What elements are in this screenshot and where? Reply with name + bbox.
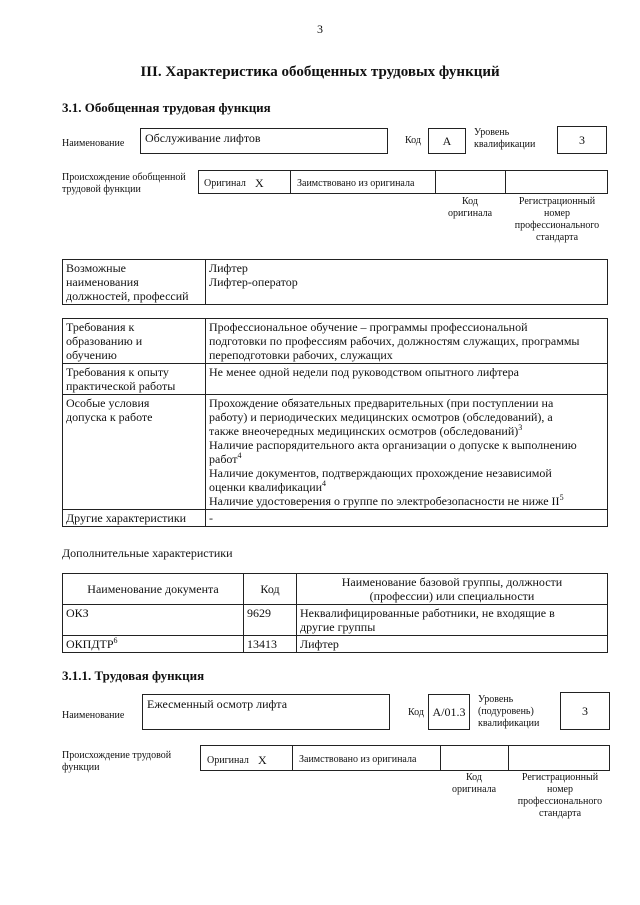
col-name-header	[297, 574, 608, 605]
edu-value-2: подготовки по профессиям рабочих, должностям служащих, программы	[209, 334, 580, 348]
cond-label-2: допуска к работе	[66, 410, 153, 424]
tf-original-mark: X	[258, 753, 267, 767]
tf-level-value: 3	[582, 704, 588, 718]
gtf-code-original	[438, 196, 502, 220]
positions-label-1: Возможные	[66, 261, 126, 275]
footnote-ref: 4	[237, 451, 242, 460]
col-name-header-1: Наименование базовой группы, должности	[341, 575, 563, 589]
exp-label-1: Требования к опыту	[66, 365, 169, 379]
tf-code-field	[428, 694, 470, 730]
gtf-reg-number	[505, 196, 609, 244]
positions-value-1: Лифтер	[209, 261, 248, 275]
cond-line-3: также внеочередных медицинских осмотров (обследований)$^3$	[209, 423, 523, 438]
gtf-reg-3: профессионального	[514, 220, 600, 231]
gtf-code-label: Код	[405, 135, 421, 146]
tf-origin-label-1: Происхождение трудовой	[62, 750, 172, 761]
tf-code-original-2: оригинала	[451, 784, 497, 795]
edu-label-3: обучению	[66, 348, 117, 362]
gtf-level-label-2: квалификации	[474, 139, 536, 150]
row-name-2: другие группы	[300, 620, 376, 634]
col-doc-header: Наименование документа	[63, 574, 244, 605]
tf-code-original-1: Код	[466, 772, 482, 783]
other-value: -	[206, 510, 608, 527]
additional-table	[62, 573, 608, 653]
row-name	[297, 605, 608, 636]
additional-heading: Дополнительные характеристики	[62, 546, 233, 560]
footnote-ref: 6	[113, 636, 118, 645]
gtf-level-label-1: Уровень	[474, 127, 510, 138]
gtf-level-field	[557, 126, 607, 154]
tf-name-field	[142, 694, 390, 730]
section-title: III. Характеристика обобщенных трудовых функций	[140, 64, 500, 80]
cond-line-2: работу) и периодических медицинских осмотров (обследований), а	[209, 410, 553, 424]
tf-level-label	[478, 694, 539, 730]
footnote-ref: 5	[559, 493, 564, 502]
gtf-heading: 3.1. Обобщенная трудовая функция	[62, 100, 271, 115]
cond-line-5: работ$^4$	[209, 451, 242, 466]
gtf-borrowed-label: Заимствовано из оригинала	[297, 178, 415, 189]
gtf-level-label	[474, 127, 535, 151]
requirements-table	[62, 318, 608, 527]
gtf-origin-label-1: Происхождение обобщенной	[62, 172, 186, 183]
gtf-name-label: Наименование	[62, 138, 125, 149]
footnote-ref: 4	[322, 479, 327, 488]
edu-label-2: образованию и	[66, 334, 143, 348]
tf-reg-1: Регистрационный	[521, 772, 599, 783]
tf-code-label: Код	[408, 707, 424, 718]
positions-value-2: Лифтер-оператор	[209, 275, 298, 289]
exp-label	[63, 364, 206, 395]
tf-origin-label-2: функции	[62, 762, 100, 773]
footnote-ref: 3	[518, 423, 523, 432]
tf-level-label-1: Уровень	[478, 694, 514, 705]
tf-reg-3: профессионального	[517, 796, 603, 807]
tf-level-label-3: квалификации	[478, 718, 540, 729]
gtf-code-value: A	[442, 134, 452, 148]
positions-table	[62, 259, 608, 305]
tf-origin-label	[62, 750, 171, 774]
tf-reg-number	[508, 772, 612, 820]
tf-code-value: A/01.3	[432, 705, 466, 719]
cond-line-1: Прохождение обязательных предварительных (при поступлении на	[209, 396, 554, 410]
other-label: Другие характеристики	[63, 510, 206, 527]
cond-line-6: Наличие документов, подтверждающих прохождение независимой	[209, 466, 552, 480]
cond-line-4: Наличие распорядительного акта организации о допуске к выполнению	[209, 438, 577, 452]
tf-level-label-2: (подуровень)	[478, 706, 534, 717]
gtf-reg-1: Регистрационный	[518, 196, 596, 207]
gtf-code-original-2: оригинала	[447, 208, 493, 219]
gtf-level-value: 3	[579, 133, 585, 147]
tf-reg-4: стандарта	[538, 808, 582, 819]
row-code: 9629	[244, 605, 297, 636]
gtf-reg-2: номер	[544, 208, 570, 219]
col-name-header-2: (профессии) или специальности	[369, 589, 535, 603]
row-doc: ОКЗ	[63, 605, 244, 636]
col-code-header: Код	[244, 574, 297, 605]
tf-heading: 3.1.1. Трудовая функция	[62, 668, 205, 683]
row-code: 13413	[244, 636, 297, 653]
cond-line-8: Наличие удостоверения о группе по электробезопасности не ниже $II^5$	[209, 493, 564, 508]
gtf-original-mark: X	[255, 176, 264, 190]
tf-name-label: Наименование	[62, 710, 125, 721]
cond-line-7: оценки квалификации$^4$	[209, 479, 327, 494]
gtf-origin-label-2: трудовой функции	[62, 184, 141, 195]
edu-label-1: Требования к	[66, 320, 135, 334]
table-row	[63, 605, 608, 636]
cond-label	[63, 395, 206, 510]
gtf-original-label: Оригинал	[204, 178, 246, 189]
tf-name-value: Ежесменный осмотр лифта	[147, 697, 288, 711]
cond-value	[206, 395, 608, 510]
gtf-name-value: Обслуживание лифтов	[145, 131, 261, 145]
tf-level-field	[560, 692, 610, 730]
page-number: 3	[317, 22, 323, 36]
edu-label	[63, 319, 206, 364]
tf-reg-2: номер	[547, 784, 573, 795]
table-row	[63, 636, 608, 653]
exp-label-2: практической работы	[66, 379, 176, 393]
edu-value	[206, 319, 608, 364]
gtf-code-original-1: Код	[462, 196, 478, 207]
row-name-1: Неквалифицированные работники, не входящие в	[300, 606, 555, 620]
tf-code-original	[442, 772, 506, 796]
exp-value: Не менее одной недели под руководством опытного лифтера	[206, 364, 608, 395]
edu-value-3: переподготовки рабочих, служащих	[209, 348, 393, 362]
cond-label-1: Особые условия	[66, 396, 150, 410]
tf-original-label: Оригинал	[207, 755, 249, 766]
gtf-code-field	[428, 128, 466, 154]
positions-label	[63, 260, 206, 305]
edu-value-1: Профессиональное обучение – программы профессиональной	[209, 320, 528, 334]
positions-label-2: наименования	[66, 275, 139, 289]
row-doc: ОКПДТР$^6$	[63, 636, 244, 653]
tf-borrowed-label: Заимствовано из оригинала	[299, 754, 417, 765]
gtf-name-field	[140, 128, 388, 154]
gtf-reg-4: стандарта	[535, 232, 579, 243]
gtf-origin-label	[62, 172, 186, 196]
positions-label-3: должностей, профессий	[66, 289, 189, 303]
row-name: Лифтер	[297, 636, 608, 653]
positions-value	[206, 260, 608, 305]
